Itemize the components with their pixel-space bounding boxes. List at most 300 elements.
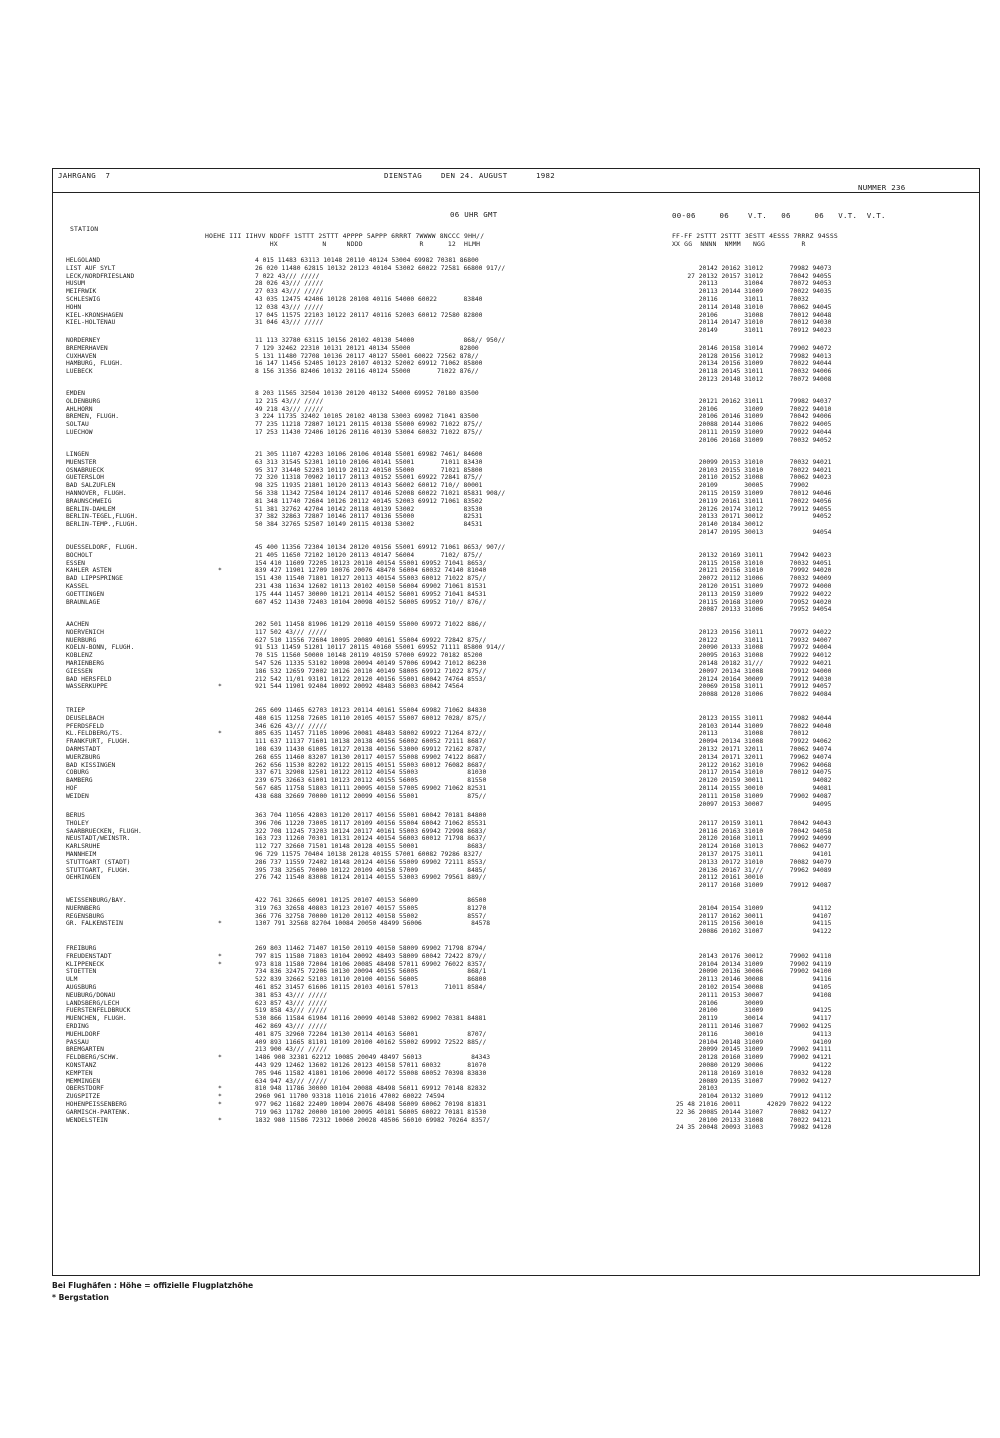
synop-values: 346 626 43/// /////: [255, 722, 328, 730]
station-name: MEIFRWIK: [66, 288, 97, 296]
station-name: KIEL-KRONSHAGEN: [66, 311, 123, 319]
table-row: [56, 413, 976, 421]
synop-values: 438 688 32669 70000 10112 20099 40156 55001 875//: [255, 792, 487, 800]
right-values: 20117 20162 30011 94107: [676, 912, 832, 920]
table-row: [56, 851, 976, 859]
table-row: [56, 762, 976, 770]
station-name: FRANKFURT, FLUGH.: [66, 738, 131, 746]
synop-values: 547 526 11335 53102 10098 20094 40149 57006 69942 71012 86230: [255, 659, 487, 667]
table-row: [56, 746, 976, 754]
synop-values: 91 513 11459 51201 10117 20115 40160 55001 69952 71111 85800 914//: [255, 644, 506, 652]
synop-values: 480 615 11258 72605 10110 20105 40157 55007 60012 7028/ 875//: [255, 714, 487, 722]
right-values: 20102 20154 30008 94105: [676, 983, 832, 991]
station-name: MANNHEIM: [66, 850, 97, 858]
table-row: [56, 265, 976, 273]
right-values: 20120 20159 30011 94082: [676, 777, 832, 785]
right-values: 20086 20102 31007 94122: [676, 928, 832, 936]
synop-values: 212 542 11/01 93101 10122 20120 40156 55001 60042 74764 8553/: [255, 675, 487, 683]
mountain-marker: *: [218, 1085, 222, 1093]
station-name: KEMPTEN: [66, 1069, 93, 1077]
synop-values: 108 639 11430 61005 10127 20138 40156 53000 69912 72162 8787/: [255, 745, 487, 753]
right-values: 20147 20195 30013 94054: [676, 528, 832, 536]
right-values: 20113 31004 70072 94053: [676, 280, 832, 288]
table-row: [56, 319, 976, 327]
right-values: 20072 20112 31006 70032 94009: [676, 575, 832, 583]
station-name: BERLIN-TEGEL,FLUGH.: [66, 513, 139, 521]
synop-values: 705 946 11582 41801 10106 20090 40172 55008 60052 70398 83830: [255, 1069, 487, 1077]
table-row: [56, 1015, 976, 1023]
table-row: [56, 835, 976, 843]
table-row: [56, 521, 976, 529]
synop-values: 921 544 11901 92404 10092 20092 48483 56003 60042 74564: [255, 683, 464, 691]
synop-values: 72 320 11318 70902 10117 20113 40152 55001 69922 72841 875//: [255, 474, 483, 482]
synop-values: 50 384 32765 52507 10149 20115 40138 53002 84531: [255, 521, 483, 529]
right-values: 20103: [676, 1085, 718, 1093]
section-8: [56, 812, 976, 890]
table-row: [56, 905, 976, 913]
station-name: HAMBURG, FLUGH.: [66, 360, 123, 368]
right-values: 20132 20171 32011 70062 94074: [676, 745, 832, 753]
mountain-marker: *: [218, 567, 222, 575]
synop-values: 51 381 32762 42704 10142 20118 40139 53002 83530: [255, 505, 483, 513]
station-name: SOLTAU: [66, 421, 89, 429]
right-values: 20111 20146 31007 79902 94125: [676, 1022, 832, 1030]
right-values: 20113 20159 31009 79922 94022: [676, 590, 832, 598]
table-row: [56, 1101, 976, 1109]
station-name: MUEHLDORF: [66, 1030, 101, 1038]
table-row: [56, 652, 976, 660]
table-row: [56, 738, 976, 746]
synop-values: 3 224 11735 32402 10105 20102 40138 53003 69902 71041 83500: [255, 413, 479, 421]
table-row: [56, 820, 976, 828]
station-name: GOETTINGEN: [66, 590, 104, 598]
synop-values: 265 609 11465 62703 10123 20114 40161 55004 69982 71062 84830: [255, 707, 487, 714]
station-name: PFERDSFELD: [66, 722, 104, 730]
table-row: [56, 1046, 976, 1054]
synop-values: 319 763 32658 40803 10123 20107 40157 55005 81270: [255, 904, 487, 912]
station-name: FREIBURG: [66, 945, 97, 952]
station-name: KOBLENZ: [66, 652, 93, 660]
table-row: [56, 777, 976, 785]
right-values: 20126 20174 31012 79912 94055: [676, 505, 832, 513]
right-values: 20115 20150 31010 70032 94051: [676, 559, 832, 567]
synop-values: 27 033 43/// /////: [255, 288, 324, 296]
station-name: MEMMINGEN: [66, 1077, 101, 1085]
table-row: [56, 288, 976, 296]
right-values: 20111 20153 30007 94108: [676, 991, 832, 999]
table-row: [56, 451, 976, 459]
synop-values: 21 405 11650 72102 10120 20113 40147 56004 7102/ 875//: [255, 551, 483, 559]
station-name: BOCHOLT: [66, 551, 93, 559]
left-column-header-2: HX N NDDD R 12 HLMH: [205, 240, 481, 248]
table-row: [56, 968, 976, 976]
station-name: WEIDEN: [66, 792, 89, 800]
table-row: [56, 459, 976, 467]
synop-values: 163 723 11260 70301 10131 20124 40154 56003 60012 71798 8637/: [255, 835, 487, 843]
synop-values: 810 948 11786 30000 10104 20088 48498 56011 69912 70148 82832: [255, 1085, 487, 1093]
right-values: 20142 20162 31012 79982 94073: [676, 264, 832, 272]
table-row: [56, 506, 976, 514]
mountain-marker: *: [218, 1116, 222, 1124]
section-1: [56, 257, 976, 335]
synop-values: 112 727 32660 71501 10148 20128 40155 50001 8683/: [255, 843, 487, 851]
station-name: MUENCHEN, FLUGH.: [66, 1015, 127, 1023]
mountain-marker: *: [218, 920, 222, 928]
station-name: STUTTGART, FLUGH.: [66, 866, 131, 874]
table-row: [56, 312, 976, 320]
synop-values: 213 900 43/// /////: [255, 1046, 328, 1054]
right-values: 20080 20129 30006 94122: [676, 1061, 832, 1069]
table-row: [56, 296, 976, 304]
left-column-header-1: HOEHE III IIHVV NDDFF 1STTT 2STTT 4PPPP 5APPP 6RRRT 7WWWW 8NCCC 9HH//: [205, 232, 485, 240]
station-name: BREMEN, FLUGH.: [66, 413, 120, 421]
table-row: [56, 421, 976, 429]
section-5: [56, 544, 976, 614]
station-name: DARMSTADT: [66, 745, 101, 753]
right-values: 20124 20160 31013 70062 94077: [676, 843, 832, 851]
synop-values: 17 253 11430 72406 10126 20116 40139 53004 60032 71022 875//: [255, 428, 483, 436]
table-row: [56, 406, 976, 414]
station-name: NUERNBERG: [66, 904, 101, 912]
table-row: [56, 1078, 976, 1086]
right-values: 25 48 21016 20011 42029 70022 94122: [676, 1100, 832, 1108]
right-values: 20106 30009: [676, 999, 764, 1007]
station-name: BERLIN-TEMP.,FLUGH.: [66, 521, 139, 529]
right-values: 20115 20159 31009 70012 94046: [676, 489, 832, 497]
synop-values: 96 729 11575 70404 10138 20128 40155 57001 60082 79286 8327/: [255, 850, 483, 858]
station-name: BAD LIPPSPRINGE: [66, 575, 123, 583]
synop-values: 154 410 11609 72205 10123 20110 40154 55001 69952 71041 8653/: [255, 559, 487, 567]
right-values: 20069 20158 31011 79912 94057: [676, 683, 832, 691]
synop-values: 1307 791 32568 82704 10084 20050 48499 56006 84578: [255, 920, 491, 928]
right-values: 20140 20184 30012: [676, 521, 764, 529]
synop-values: 634 947 43/// /////: [255, 1077, 328, 1085]
table-row: [56, 769, 976, 777]
station-name: HUSUM: [66, 280, 85, 288]
table-row: [56, 715, 976, 723]
synop-values: 623 857 43/// /////: [255, 999, 328, 1007]
right-values: 20095 20163 31008 79922 94012: [676, 652, 832, 660]
station-name: MUENSTER: [66, 458, 97, 466]
right-values: 20103 20155 31010 70022 94021: [676, 466, 832, 474]
right-values: 20100 31009 94125: [676, 1007, 832, 1015]
number-label: NUMMER 236: [858, 183, 906, 192]
table-row: [56, 882, 976, 890]
station-name: ERDING: [66, 1022, 89, 1030]
station-name: STUTTGART (STADT): [66, 858, 131, 866]
synop-values: 567 685 11758 51803 10111 20095 40150 57005 69902 71062 82531: [255, 784, 487, 792]
synop-values: 1486 908 32381 62212 10085 20049 48497 56013 84343: [255, 1054, 491, 1062]
table-row: [56, 1054, 976, 1062]
station-name: BAMBERG: [66, 777, 93, 785]
table-row: [56, 599, 976, 607]
table-row: [56, 429, 976, 437]
synop-values: 2960 961 11700 93318 11016 21016 47002 60022 74594: [255, 1093, 445, 1101]
station-name: WUERZBURG: [66, 753, 101, 761]
mountain-marker: *: [218, 683, 222, 691]
station-name: DEUSELBACH: [66, 714, 104, 722]
table-row: [56, 437, 976, 445]
table-row: [56, 474, 976, 482]
synop-values: 31 046 43/// /////: [255, 319, 324, 327]
right-values: 20123 20156 31011 79972 94022: [676, 628, 832, 636]
table-row: [56, 676, 976, 684]
section-4: [56, 451, 976, 537]
synop-values: 4 015 11483 63113 10148 20110 40124 53004 69982 70381 86800: [255, 257, 479, 264]
station-name: OBERSTDORF: [66, 1085, 104, 1093]
header-rule: [52, 192, 980, 193]
table-row: [56, 707, 976, 715]
year-label: JAHRGANG 7: [58, 171, 111, 180]
synop-values: 28 026 43/// /////: [255, 280, 324, 288]
right-values: 20148 20182 31/// 79922 94021: [676, 659, 832, 667]
table-row: [56, 1000, 976, 1008]
synop-values: 11 113 32780 63115 10156 20102 40130 54000 868// 950//: [255, 337, 506, 344]
station-name: BAD KISSINGEN: [66, 761, 116, 769]
table-row: [56, 490, 976, 498]
synop-values: 202 501 11458 81906 10129 20110 40159 55000 69972 71022 886//: [255, 621, 487, 628]
station-name: HOF: [66, 784, 78, 792]
mountain-marker: *: [218, 730, 222, 738]
synop-values: 45 400 11356 72304 10134 20120 40156 55001 69912 71061 8653/ 907//: [255, 544, 506, 551]
right-values: 20114 20147 31010 70012 94030: [676, 319, 832, 327]
synop-values: 409 893 11665 81101 10109 20100 40162 55002 69992 72522 885//: [255, 1038, 487, 1046]
right-values: 20133 20172 31010 70082 94079: [676, 858, 832, 866]
station-name: BREMGARTEN: [66, 1046, 104, 1054]
table-row: [56, 859, 976, 867]
right-values: 20112 20161 30010: [676, 874, 764, 882]
station-name: SAARBRUECKEN, FLUGH.: [66, 827, 142, 835]
table-row: [56, 606, 976, 614]
right-values: 20128 20160 31009 79902 94121: [676, 1054, 832, 1062]
synop-values: 322 708 11245 73203 10124 20117 40161 55003 69942 72998 8683/: [255, 827, 487, 835]
mountain-marker: *: [218, 960, 222, 968]
right-values: 27 20132 20157 31012 70042 94055: [676, 272, 832, 280]
right-values: 20090 20133 31008 79972 94004: [676, 644, 832, 652]
synop-values: 8 156 31356 82406 10132 20116 40124 55000 71022 876//: [255, 368, 479, 376]
station-name: ZUGSPITZE: [66, 1093, 101, 1101]
table-row: [56, 1109, 976, 1117]
station-name: MARIENBERG: [66, 659, 104, 667]
station-name: LECK/NORDFRIESLAND: [66, 272, 135, 280]
right-values: 20115 20168 31009 79952 94020: [676, 598, 832, 606]
station-name: GUETERSLOH: [66, 474, 104, 482]
synop-values: 81 348 11740 72604 10126 20112 40145 52003 69912 71061 83502: [255, 497, 483, 505]
table-row: [56, 691, 976, 699]
table-row: [56, 560, 976, 568]
right-values: 20133 20171 30012 94052: [676, 513, 832, 521]
right-values: 20106 31009 70022 94010: [676, 405, 832, 413]
table-row: [56, 1085, 976, 1093]
station-name: KASSEL: [66, 582, 89, 590]
synop-values: 43 035 12475 42406 10128 20108 40116 54000 60022 83840: [255, 295, 483, 303]
synop-values: 111 637 11137 71601 10138 20138 40156 56002 60052 72111 8687/: [255, 738, 487, 746]
synop-values: 186 532 12659 72002 10126 20110 40149 58005 69912 71022 875//: [255, 667, 487, 675]
synop-values: 26 020 11480 62815 10132 20123 40104 53002 60022 72581 66800 917//: [255, 264, 506, 272]
right-values: 20146 20158 31014 79902 94072: [676, 344, 832, 352]
station-name: WENDELSTEIN: [66, 1116, 108, 1124]
right-values: 24 35 20048 20093 31003 79982 94120: [676, 1124, 832, 1132]
synop-values: 37 382 32863 72807 10146 20117 40136 55000 82531: [255, 513, 483, 521]
table-row: [56, 552, 976, 560]
synop-values: 56 338 11342 72504 10124 20117 40146 52008 60022 71021 85831 908//: [255, 489, 506, 497]
station-name: OLDENBURG: [66, 397, 101, 405]
right-values: 20120 20151 31009 79972 94000: [676, 582, 832, 590]
table-row: [56, 583, 976, 591]
synop-values: 17 045 11575 22103 10122 20117 40116 52003 60012 72580 82800: [255, 311, 483, 319]
table-row: [56, 984, 976, 992]
synop-values: 839 427 11901 12709 10076 20076 48470 56004 60032 74140 81040: [255, 567, 487, 575]
station-name: KOELN-BONN, FLUGH.: [66, 644, 135, 652]
station-name: HELGOLAND: [66, 257, 101, 264]
synop-values: 530 866 11584 61904 10116 20099 40148 53002 69902 70381 84881: [255, 1015, 487, 1023]
right-values: 20089 20135 31007 79902 94127: [676, 1077, 832, 1085]
table-row: [56, 843, 976, 851]
right-values: 20116 31011 70032: [676, 295, 809, 303]
table-row: [56, 1117, 976, 1125]
table-row: [56, 644, 976, 652]
synop-values: 268 655 11460 83207 10130 20117 40157 55008 69902 74122 8687/: [255, 753, 487, 761]
table-row: [56, 257, 976, 265]
right-column-header-1: FF-FF 2STTT 2STTT 3ESTT 4ESSS 7RRRZ 94SSS: [672, 232, 838, 240]
synop-values: 276 742 11540 83008 10124 20114 40155 53003 69902 79561 889//: [255, 874, 487, 882]
station-name: SCHLESWIG: [66, 295, 101, 303]
table-row: [56, 353, 976, 361]
table-row: [56, 1132, 976, 1140]
table-row: [56, 1093, 976, 1101]
station-name: ESSEN: [66, 559, 85, 567]
table-row: [56, 801, 976, 809]
right-values: 20143 20176 30012 79902 94110: [676, 952, 832, 960]
right-values: 20128 20156 31012 79982 94013: [676, 352, 832, 360]
station-name: NEUBURG/DONAU: [66, 991, 116, 999]
table-row: [56, 785, 976, 793]
table-row: [56, 376, 976, 384]
station-name: BREMERHAVEN: [66, 344, 108, 352]
synop-values: 16 147 11456 52405 10123 20107 40132 52002 69912 71062 85800: [255, 360, 483, 368]
station-name: NOERVENICH: [66, 628, 104, 636]
synop-values: 366 776 32758 70000 10120 20112 40158 55002 8557/: [255, 912, 487, 920]
right-values: 20119 20161 31011 70022 94056: [676, 497, 832, 505]
table-row: [56, 730, 976, 738]
right-values: 20099 20145 31009 79902 94111: [676, 1046, 832, 1054]
synop-values: 262 656 11530 82202 10122 20115 40151 55003 60012 76082 8687/: [255, 761, 487, 769]
right-values: 22 36 20085 20144 31007 70082 94127: [676, 1108, 832, 1116]
right-values: 20137 20175 31011 94101: [676, 850, 832, 858]
station-name: NEUSTADT/WEINSTR.: [66, 835, 131, 843]
synop-values: 977 962 11682 22409 10094 20076 48498 56009 60062 70198 81831: [255, 1100, 487, 1108]
right-values: 20097 20134 31008 79912 94000: [676, 667, 832, 675]
right-values: 20106 31008 70012 94048: [676, 311, 832, 319]
right-values: 20113 20146 30008 94116: [676, 976, 832, 984]
synop-values: 973 818 11580 72004 10106 20085 48498 57011 69902 76022 8357/: [255, 960, 487, 968]
table-row: [56, 793, 976, 801]
synop-values: 231 438 11634 12602 10113 20102 40150 56004 69902 71061 81531: [255, 582, 487, 590]
station-name: GIESSEN: [66, 667, 93, 675]
table-row: [56, 897, 976, 905]
right-values: 20106 20168 31009 70032 94052: [676, 436, 832, 444]
table-row: [56, 992, 976, 1000]
right-values: 20113 20144 31009 70022 94035: [676, 288, 832, 296]
table-row: [56, 945, 976, 953]
right-values: 20087 20133 31006 79952 94054: [676, 606, 832, 614]
table-row: [56, 304, 976, 312]
table-row: [56, 961, 976, 969]
station-name: WEISSENBURG/BAY.: [66, 897, 127, 904]
right-values: 20124 20164 30009 79912 94030: [676, 675, 832, 683]
right-values: 20117 20160 31009 79912 94087: [676, 882, 832, 890]
table-row: [56, 913, 976, 921]
time-right-label: 00-06 06 V.T. 06 06 V.T. V.T.: [672, 211, 886, 220]
table-row: [56, 683, 976, 691]
table-row: [56, 629, 976, 637]
synop-values: 805 635 11457 71105 10096 20081 48483 58002 69922 71264 872//: [255, 730, 487, 738]
right-values: 20123 20155 31011 79982 94044: [676, 714, 832, 722]
right-values: 20134 20171 32011 79962 94074: [676, 753, 832, 761]
table-row: [56, 575, 976, 583]
station-name: AACHEN: [66, 621, 89, 628]
station-name: OSNABRUECK: [66, 466, 104, 474]
table-row: [56, 368, 976, 376]
right-values: 20119 30014 94117: [676, 1015, 832, 1023]
right-values: 20113 31008 70012: [676, 730, 809, 738]
synop-values: 734 836 32475 72206 10130 20094 40155 56005 868/1: [255, 968, 487, 976]
right-values: 20104 20148 31009 94109: [676, 1038, 832, 1046]
right-values: 20121 20156 31010 79992 94020: [676, 567, 832, 575]
table-row: [56, 723, 976, 731]
table-row: [56, 567, 976, 575]
right-values: 20122 20162 31010 79962 94068: [676, 761, 832, 769]
table-row: [56, 976, 976, 984]
station-name: NORDERNEY: [66, 337, 101, 344]
synop-values: 98 325 11935 21801 10120 20113 40143 56002 60012 710// 80001: [255, 482, 483, 490]
synop-values: 239 675 32663 61001 10123 20112 40155 56005 81550: [255, 777, 487, 785]
table-row: [56, 828, 976, 836]
right-values: 20088 20120 31006 70022 94084: [676, 691, 832, 699]
right-values: 20114 20148 31010 70062 94045: [676, 303, 832, 311]
station-name: HOHENPEISSENBERG: [66, 1100, 127, 1108]
table-row: [56, 360, 976, 368]
right-values: 20088 20144 31006 70022 94005: [676, 421, 832, 429]
synop-values: 8 203 11565 32504 10130 20120 40132 54000 69952 70180 83500: [255, 390, 479, 397]
synop-values: 70 515 11560 50000 10148 20119 40159 57000 69922 70182 85200: [255, 652, 483, 660]
station-name: AUGSBURG: [66, 983, 97, 991]
table-row: [56, 498, 976, 506]
table-row: [56, 398, 976, 406]
station-name: LINGEN: [66, 451, 89, 458]
right-values: 20103 20144 31009 70022 94040: [676, 722, 832, 730]
station-name: WASSERKUPPE: [66, 683, 108, 691]
table-row: [56, 812, 976, 820]
station-name: KARLSRUHE: [66, 843, 101, 851]
station-name: FUERSTENFELDBRUCK: [66, 1007, 131, 1015]
right-values: 20097 20153 30007 94095: [676, 800, 832, 808]
synop-values: 461 852 31457 61606 10115 20103 40161 57013 71011 8584/: [255, 983, 487, 991]
station-name: ULM: [66, 976, 78, 984]
station-name: KAHLER ASTEN: [66, 567, 112, 575]
station-name: REGENSBURG: [66, 912, 104, 920]
table-row: [56, 953, 976, 961]
table-row: [56, 1070, 976, 1078]
synop-values: 5 131 11480 72708 10136 20117 40127 55001 60022 72562 878//: [255, 352, 479, 360]
station-name: BERUS: [66, 812, 85, 819]
mountain-marker: *: [218, 1093, 222, 1101]
table-row: [56, 1039, 976, 1047]
table-row: [56, 467, 976, 475]
table-row: [56, 1124, 976, 1132]
table-row: [56, 867, 976, 875]
synop-values: 363 704 11056 42803 10120 20117 40156 55001 60042 70181 84800: [255, 812, 487, 819]
